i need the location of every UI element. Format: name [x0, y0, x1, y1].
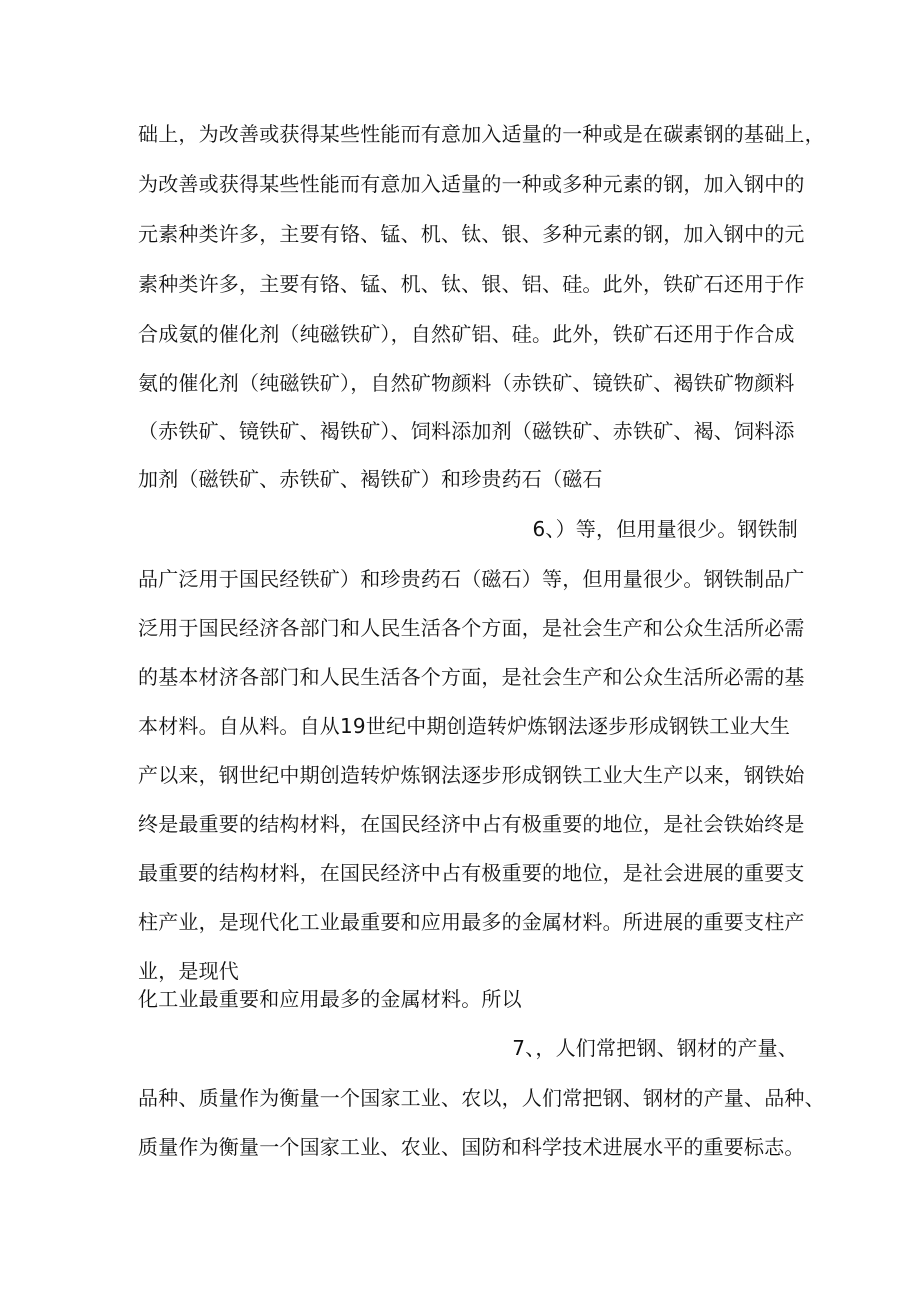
text-line: 合成氨的催化剂（纯磁铁矿），自然矿铝、硅。此外，铁矿石还用于作合成 [138, 322, 795, 346]
text-line: 的基本材济各部门和人民生活各个方面，是社会生产和公众生活所必需的基 [138, 665, 805, 689]
text-line: 品种、质量作为衡量一个国家工业、农以，人们常把钢、钢材的产量、品种、 [138, 1086, 825, 1110]
text-line: 业，是现代 [138, 959, 239, 983]
text-line: （赤铁矿、镜铁矿、褐铁矿）、饲料添加剂（磁铁矿、赤铁矿、褐、饲料添 [138, 419, 795, 443]
text-line: 柱产业，是现代化工业最重要和应用最多的金属材料。所进展的重要支柱产 [138, 910, 805, 934]
numbered-line: 7、，人们常把钢、钢材的产量、 [512, 1036, 798, 1060]
text-line: 质量作为衡量一个国家工业、农业、国防和科学技术进展水平的重要标志。 [138, 1135, 805, 1159]
text-line: 最重要的结构材料，在国民经济中占有极重要的地位，是社会进展的重要支 [138, 861, 805, 885]
text-line: 素种类许多，主要有铬、锰、机、钛、银、铝、硅。此外，铁矿石还用于作 [138, 272, 805, 296]
text-line: 氨的催化剂（纯磁铁矿），自然矿物颜料（赤铁矿、镜铁矿、褐铁矿物颜料 [138, 371, 795, 395]
text-line: 化工业最重要和应用最多的金属材料。所以 [138, 987, 522, 1011]
text-line: 为改善或获得某些性能而有意加入适量的一种或多种元素的钢，加入钢中的 [138, 172, 805, 196]
text-line: 本材料。自从料。自从19世纪中期创造转炉炼钢法逐步形成钢铁工业大生 [138, 714, 791, 738]
text-line: 终是最重要的结构材料，在国民经济中占有极重要的地位，是社会铁始终是 [138, 812, 805, 836]
text-line: 泛用于国民经济各部门和人民生活各个方面，是社会生产和公众生活所必需 [138, 616, 805, 640]
text-line: 品广泛用于国民经铁矿）和珍贵药石（磁石）等，但用量很少。钢铁制品广 [138, 567, 805, 591]
text-line: 加剂（磁铁矿、赤铁矿、褐铁矿）和珍贵药石（磁石 [138, 467, 603, 491]
text-line: 产以来，钢世纪中期创造转炉炼钢法逐步形成钢铁工业大生产以来，钢铁始 [138, 763, 805, 787]
text-line: 础上，为改善或获得某些性能而有意加入适量的一种或是在碳素钢的基础上， [138, 122, 825, 146]
numbered-line: 6、）等，但用量很少。钢铁制 [532, 517, 798, 541]
text-line: 元素种类许多，主要有铬、锰、机、钛、银、多种元素的钢，加入钢中的元 [138, 222, 805, 246]
